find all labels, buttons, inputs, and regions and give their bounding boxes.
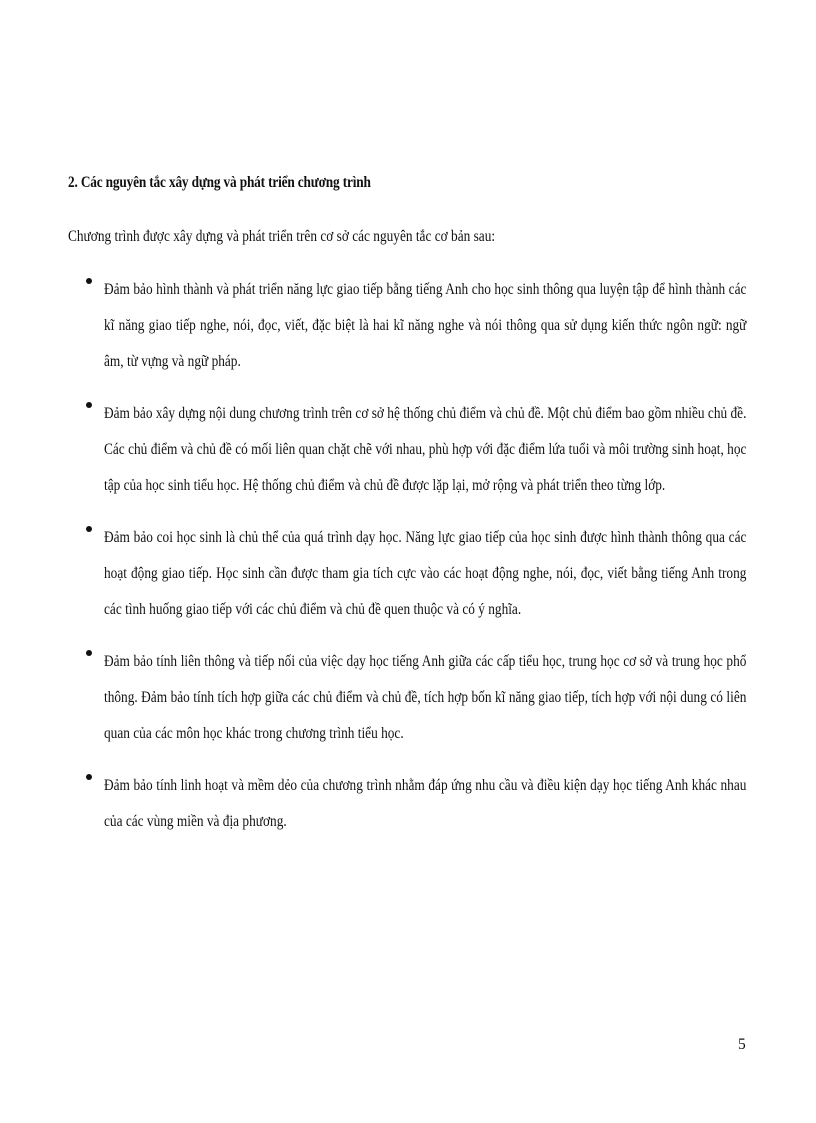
list-item-text: Đảm bảo tính liên thông và tiếp nối của việc dạy học tiếng Anh giữa các cấp tiểu học, trung học cơ sở và trung học phổ thông. Đảm bảo tính tích hợp giữa các chủ điểm và chủ đề, tích hợp bốn kĩ năng giao tiếp, tích hợp với nội dung có liên quan của các môn học khác trong chương trình tiểu học. [104,653,747,742]
list-item-text: Đảm bảo coi học sinh là chủ thể của quá trình dạy học. Năng lực giao tiếp của học sinh được hình thành thông qua các hoạt động giao tiếp. Học sinh cần được tham gia tích cực vào các hoạt động nghe, nói, đọc, viết bằng tiếng Anh trong các tình huống giao tiếp với các chủ điểm và chủ đề quen thuộc và có ý nghĩa. [104,529,747,618]
list-item-text: Đảm bảo hình thành và phát triển năng lực giao tiếp bằng tiếng Anh cho học sinh thông qua luyện tập để hình thành các kĩ năng giao tiếp nghe, nói, đọc, viết, đặc biệt là hai kĩ năng nghe và nói thông qua sử dụng kiến thức ngôn ngữ: ngữ âm, từ vựng và ngữ pháp. [104,281,747,370]
list-item [0,520,816,628]
bullet-icon [86,526,92,532]
section-intro: Chương trình được xây dựng và phát triển trên cơ sở các nguyên tắc cơ bản sau: [68,228,496,245]
list-item-text: Đảm bảo tính linh hoạt và mềm dẻo của chương trình nhằm đáp ứng nhu cầu và điều kiện dạy học tiếng Anh khác nhau của các vùng miền và địa phương. [104,777,747,830]
section-heading: 2. Các nguyên tắc xây dựng và phát triển chương trình [68,174,371,191]
bullet-icon [86,278,92,284]
list-item [0,272,816,380]
principles-list [0,282,816,866]
list-item [0,644,816,752]
list-item-text: Đảm bảo xây dựng nội dung chương trình trên cơ sở hệ thống chủ điểm và chủ đề. Một chủ điểm bao gồm nhiều chủ đề. Các chủ điểm và chủ đề có mối liên quan chặt chẽ với nhau, phù hợp với đặc điểm lứa tuổi và môi trường sinh hoạt, học tập của học sinh tiểu học. Hệ thống chủ điểm và chủ đề được lặp lại, mở rộng và phát triển theo từng lớp. [104,405,747,494]
bullet-icon [86,402,92,408]
list-item [0,768,816,840]
list-item [0,396,816,504]
bullet-icon [86,650,92,656]
page-number: 5 [738,1036,746,1053]
bullet-icon [86,774,92,780]
